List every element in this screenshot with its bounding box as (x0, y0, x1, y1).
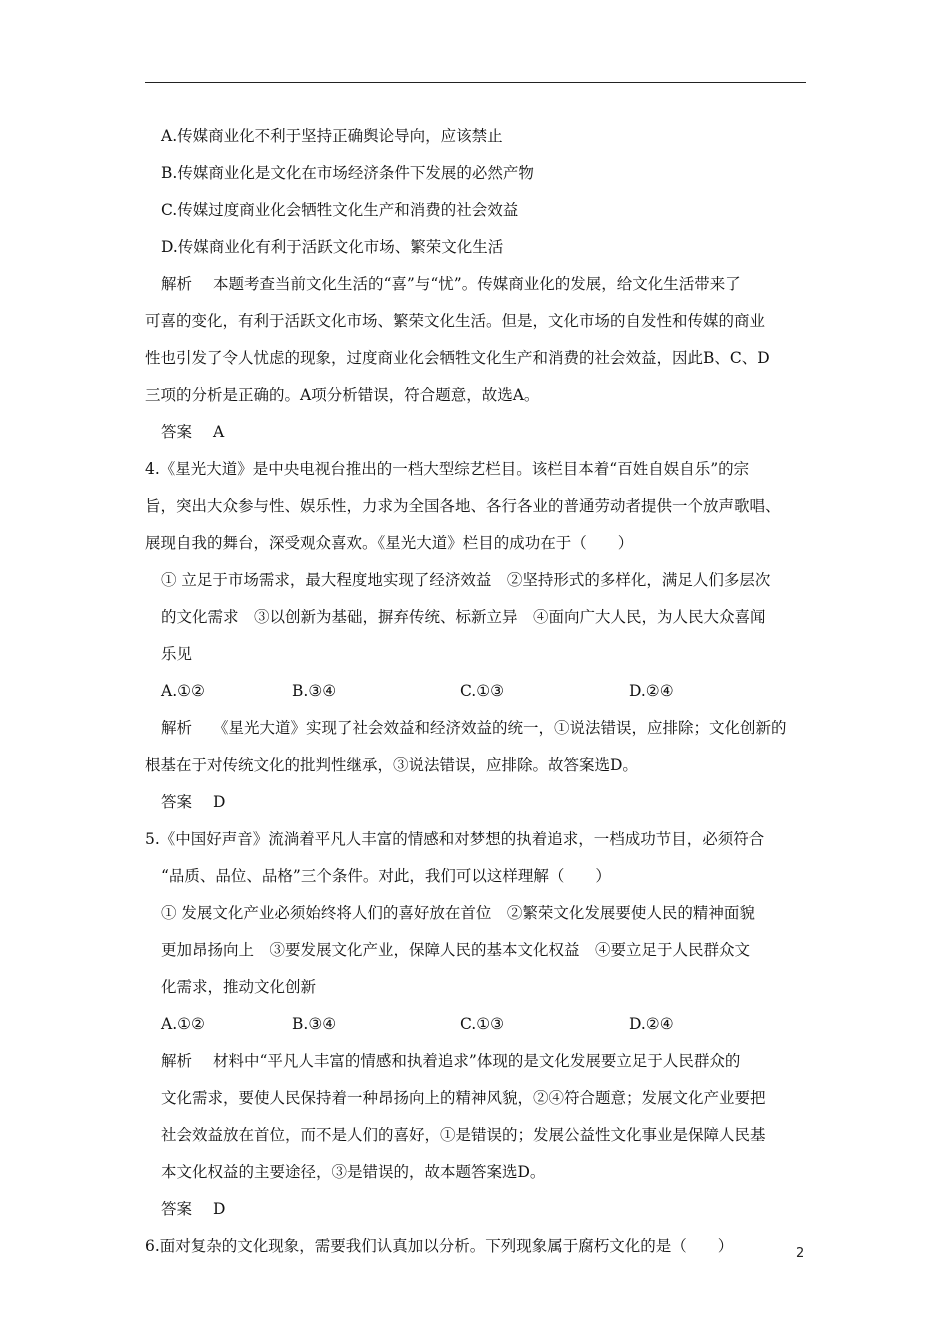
q4-choice-d: D.②④ (629, 682, 674, 700)
q4-stem (145, 451, 810, 562)
q4-statement-line: 乐见 (161, 645, 193, 663)
q5-analysis-line: 本文化权益的主要途径，③是错误的，故本题答案选D。 (161, 1163, 546, 1181)
q6-stem (145, 1228, 810, 1265)
q3-analysis-line: 本题考查当前文化生活的“喜”与“忧”。传媒商业化的发展，给文化生活带来了 (213, 275, 741, 293)
q5-stem (145, 821, 810, 895)
q4-analysis (145, 710, 810, 784)
q5-statement-line: 更加昂扬向上 ③要发展文化产业，保障人民的基本文化权益 ④要立足于人民群众文 (161, 941, 751, 959)
page-number: 2 (796, 1246, 805, 1261)
q4-choice-a: A.①② (161, 682, 205, 700)
q5-statement-line: 化需求，推动文化创新 (161, 978, 317, 996)
q3-option-b: B.传媒商业化是文化在市场经济条件下发展的必然产物 (161, 164, 534, 182)
q5-analysis-line: 社会效益放在首位，而不是人们的喜好，①是错误的；发展公益性文化事业是保障人民基 (161, 1126, 766, 1144)
q3-analysis-line: 可喜的变化，有利于活跃文化市场、繁荣文化生活。但是，文化市场的自发性和传媒的商业 (145, 312, 766, 330)
q5-choice-d: D.②④ (629, 1015, 674, 1033)
q4-analysis-label: 解析 (161, 719, 193, 737)
q3-option-c: C.传媒过度商业化会牺牲文化生产和消费的社会效益 (161, 201, 519, 219)
q3-answer (145, 414, 810, 451)
q5-analysis-line: 材料中“平凡人丰富的情感和执着追求”体现的是文化发展要立足于人民群众的 (213, 1052, 741, 1070)
q5-statements (145, 895, 810, 1006)
q3-analysis-line: 三项的分析是正确的。A项分析错误，符合题意，故选A。 (145, 386, 540, 404)
header-rule (145, 82, 806, 83)
q3-answer-value: A (213, 423, 225, 441)
q3-analysis-line: 性也引发了令人忧虑的现象，过度商业化会牺牲文化生产和消费的社会效益，因此B、C、D (145, 349, 770, 367)
q4-stem-line: 4.《星光大道》是中央电视台推出的一档大型综艺栏目。该栏目本着“百姓自娱自乐”的宗 (145, 460, 750, 478)
q3-answer-label: 答案 (161, 423, 193, 441)
q3-analysis-label: 解析 (161, 275, 193, 293)
document-body (145, 118, 810, 1265)
q4-statements (145, 562, 810, 673)
q5-stem-line: 5.《中国好声音》流淌着平凡人丰富的情感和对梦想的执着追求，一档成功节目，必须符合 (145, 830, 765, 848)
q4-analysis-line: 《星光大道》实现了社会效益和经济效益的统一，①说法错误，应排除；文化创新的 (213, 719, 787, 737)
q3-option-a: A.传媒商业化不利于坚持正确舆论导向，应该禁止 (161, 127, 503, 145)
q5-answer-value: D (213, 1200, 226, 1218)
q5-answer (145, 1191, 810, 1228)
q5-choice-a: A.①② (161, 1015, 205, 1033)
q4-statement-line: ① 立足于市场需求，最大程度地实现了经济效益 ②坚持形式的多样化，满足人们多层次 (161, 571, 771, 589)
q5-choice-b: B.③④ (292, 1015, 337, 1033)
q5-stem-line: “品质、品位、品格”三个条件。对此，我们可以这样理解（ ） (161, 867, 611, 885)
q3-analysis (145, 266, 810, 414)
q3-option-d: D.传媒商业化有利于活跃文化市场、繁荣文化生活 (161, 238, 504, 256)
q6-stem-line: 6.面对复杂的文化现象，需要我们认真加以分析。下列现象属于腐朽文化的是（ ） (145, 1237, 734, 1255)
q4-answer-value: D (213, 793, 226, 811)
q4-analysis-line: 根基在于对传统文化的批判性继承，③说法错误，应排除。故答案选D。 (145, 756, 638, 774)
q4-stem-line: 旨，突出大众参与性、娱乐性，力求为全国各地、各行各业的普通劳动者提供一个放声歌唱、 (145, 497, 781, 515)
q5-choices (145, 1006, 810, 1043)
q4-choice-c: C.①③ (460, 682, 505, 700)
q5-analysis-label: 解析 (161, 1052, 193, 1070)
q5-answer-label: 答案 (161, 1200, 193, 1218)
q5-analysis-line: 文化需求，要使人民保持着一种昂扬向上的精神风貌，②④符合题意；发展文化产业要把 (161, 1089, 766, 1107)
q5-analysis (145, 1043, 810, 1191)
q4-stem-line: 展现自我的舞台，深受观众喜欢。《星光大道》栏目的成功在于（ ） (145, 534, 634, 552)
q5-choice-c: C.①③ (460, 1015, 505, 1033)
q4-choices (145, 673, 810, 710)
q4-answer (145, 784, 810, 821)
q4-answer-label: 答案 (161, 793, 193, 811)
q3-options (145, 118, 810, 266)
q4-statement-line: 的文化需求 ③以创新为基础，摒弃传统、标新立异 ④面向广大人民，为人民大众喜闻 (161, 608, 766, 626)
q5-statement-line: ① 发展文化产业必须始终将人们的喜好放在首位 ②繁荣文化发展要使人民的精神面貌 (161, 904, 755, 922)
q4-choice-b: B.③④ (292, 682, 337, 700)
